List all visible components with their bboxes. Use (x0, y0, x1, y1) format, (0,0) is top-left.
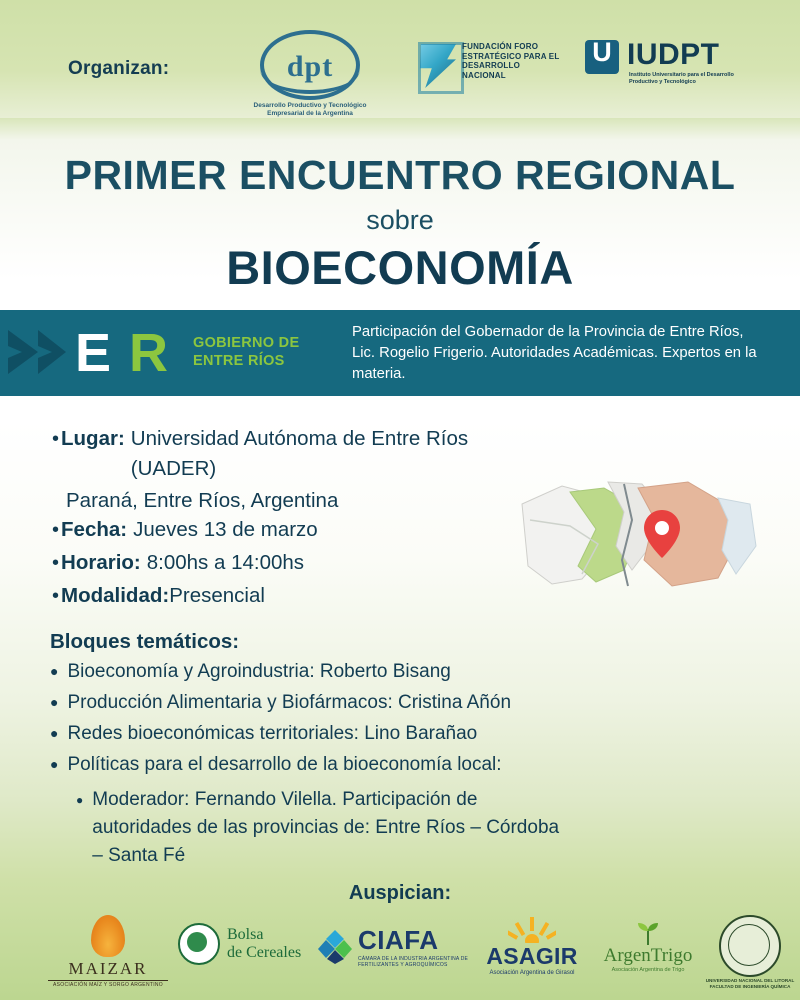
sponsor-name: CIAFA (358, 925, 439, 955)
er-gov-line2: ENTRE RÍOS (193, 353, 285, 369)
page-title: PRIMER ENCUENTRO REGIONAL (64, 152, 736, 198)
bullet-icon: • (52, 585, 60, 607)
seal-inner-icon (728, 924, 770, 966)
sunflower-icon (508, 917, 556, 943)
page-subtitle: sobre (366, 205, 434, 235)
sponsor-sub: Asociación Argentina de Girasol (489, 970, 575, 976)
fundacion-logo (412, 40, 562, 102)
entre-rios-logo (75, 322, 325, 384)
page-title-emphasis: BIOECONOMÍA (226, 241, 574, 294)
sponsor-sub: ASOCIACIÓN MAÍZ Y SORGO ARGENTINO (48, 980, 168, 988)
info-value-lugar: Universidad Autónoma de Entre Ríos (UADER) (130, 427, 469, 480)
wheat-icon (631, 923, 665, 945)
info-value-fecha: Jueves 13 de marzo (133, 518, 318, 541)
topic-label: Redes bioeconómicas territoriales: Lino Barañao (67, 723, 478, 744)
sponsor-name: MAIZAR (68, 959, 148, 978)
info-key-modalidad: Modalidad: (61, 584, 170, 607)
sponsor-sub: Asociación Argentina de Trigo (611, 967, 685, 973)
list-item (50, 749, 690, 780)
bullet-icon: • (52, 552, 60, 574)
sponsor-maizar (48, 915, 168, 988)
arrow-icon (8, 324, 66, 380)
topic-sublabel: Moderador: Fernando Vilella. Participación de autoridades de las provincias de: Entre Ríos – Córdoba – Santa Fé (92, 789, 560, 866)
bullet-icon: • (52, 428, 60, 450)
info-item-fecha (52, 515, 532, 545)
sponsor-argentrigo (588, 923, 708, 973)
flame-icon (91, 915, 125, 957)
sponsors-title: Auspician: (348, 882, 452, 904)
bullet-icon: ● (76, 793, 84, 807)
iudpt-u-icon (585, 40, 619, 74)
list-item (50, 656, 690, 687)
fundacion-logo-text: FUNDACIÓN FORO ESTRATÉGICO PARA EL DESARROLLO NACIONAL (462, 42, 560, 80)
dpt-logo-sub: Desarrollo Productivo y Tecnológico Empresarial de la Argentina (253, 102, 367, 117)
ciafa-mark-icon (318, 930, 352, 964)
info-value-horario: 8:00hs a 14:00hs (146, 551, 305, 574)
bullet-icon: • (52, 519, 60, 541)
location-map (512, 474, 760, 614)
info-value-modalidad: Presencial (169, 584, 265, 607)
topic-label: Bioeconomía y Agroindustria: Roberto Bisang (67, 661, 451, 682)
sponsor-sub: CÁMARA DE LA INDUSTRIA ARGENTINA DE FERTILIZANTES Y AGROQUÍMICOS (358, 956, 469, 968)
list-item-sub (76, 786, 690, 870)
list-item (50, 718, 690, 749)
sponsors-row (0, 915, 800, 995)
iudpt-logo (585, 40, 755, 100)
dpt-logo-text: dpt (286, 50, 334, 83)
band-description: Participación del Gobernador de la Provincia de Entre Ríos, Lic. Rogelio Frigerio. Autoridades Académicas. Expertos en la materia. (352, 324, 757, 382)
sponsor-name: ASAGIR (486, 943, 578, 969)
list-item (50, 687, 690, 718)
topics-list (50, 656, 690, 870)
er-gov-line1: GOBIERNO DE (193, 335, 300, 351)
sponsor-sub: FACULTAD DE INGENIERÍA QUÍMICA (709, 984, 791, 989)
bullet-icon: ● (50, 725, 59, 741)
iudpt-logo-text: IUDPT (627, 38, 720, 71)
topic-label: Producción Alimentaria y Biofármacos: Cristina Añón (67, 692, 512, 713)
fundacion-frame-icon (418, 42, 464, 94)
sponsor-name: Bolsa (227, 926, 264, 943)
organizers-band (0, 0, 800, 118)
info-key-fecha: Fecha: (61, 518, 128, 541)
sponsor-bolsa-de-cereales (178, 923, 328, 965)
info-item-modalidad (52, 581, 532, 611)
info-item-horario (52, 548, 532, 578)
er-logo-r: R (129, 323, 168, 383)
bullet-icon: ● (50, 756, 59, 772)
er-government-label (193, 334, 299, 370)
sponsor-name: ArgenTrigo (603, 945, 693, 966)
sponsor-ciafa (318, 925, 478, 968)
er-logo-e: E (75, 323, 111, 383)
topics-title: Bloques temáticos: (50, 630, 240, 653)
info-item-lugar (52, 424, 532, 515)
sponsor-name: UNIVERSIDAD NACIONAL DEL LITORAL (705, 978, 795, 983)
bullet-icon: ● (50, 694, 59, 710)
info-key-horario: Horario: (61, 551, 141, 574)
dpt-ring-icon (260, 30, 360, 100)
dpt-logo (240, 30, 380, 117)
sponsor-asagir (462, 917, 602, 976)
organizers-label: Organizan: (68, 58, 170, 79)
info-subvalue-lugar: Paraná, Entre Ríos, Argentina (66, 489, 339, 512)
university-seal-icon (719, 915, 781, 977)
sponsor-name-line2: de Cereales (227, 944, 302, 961)
info-key-lugar: Lugar: (61, 427, 125, 450)
sponsor-unl (700, 915, 800, 989)
event-info (52, 424, 532, 614)
sponsor-name-wrap (227, 926, 301, 962)
topic-label: Políticas para el desarrollo de la bioeconomía local: (67, 754, 502, 775)
seal-icon (178, 923, 220, 965)
iudpt-logo-sub: Instituto Universitario para el Desarrollo Productivo y Tecnológico (629, 72, 734, 85)
bullet-icon: ● (50, 663, 59, 679)
